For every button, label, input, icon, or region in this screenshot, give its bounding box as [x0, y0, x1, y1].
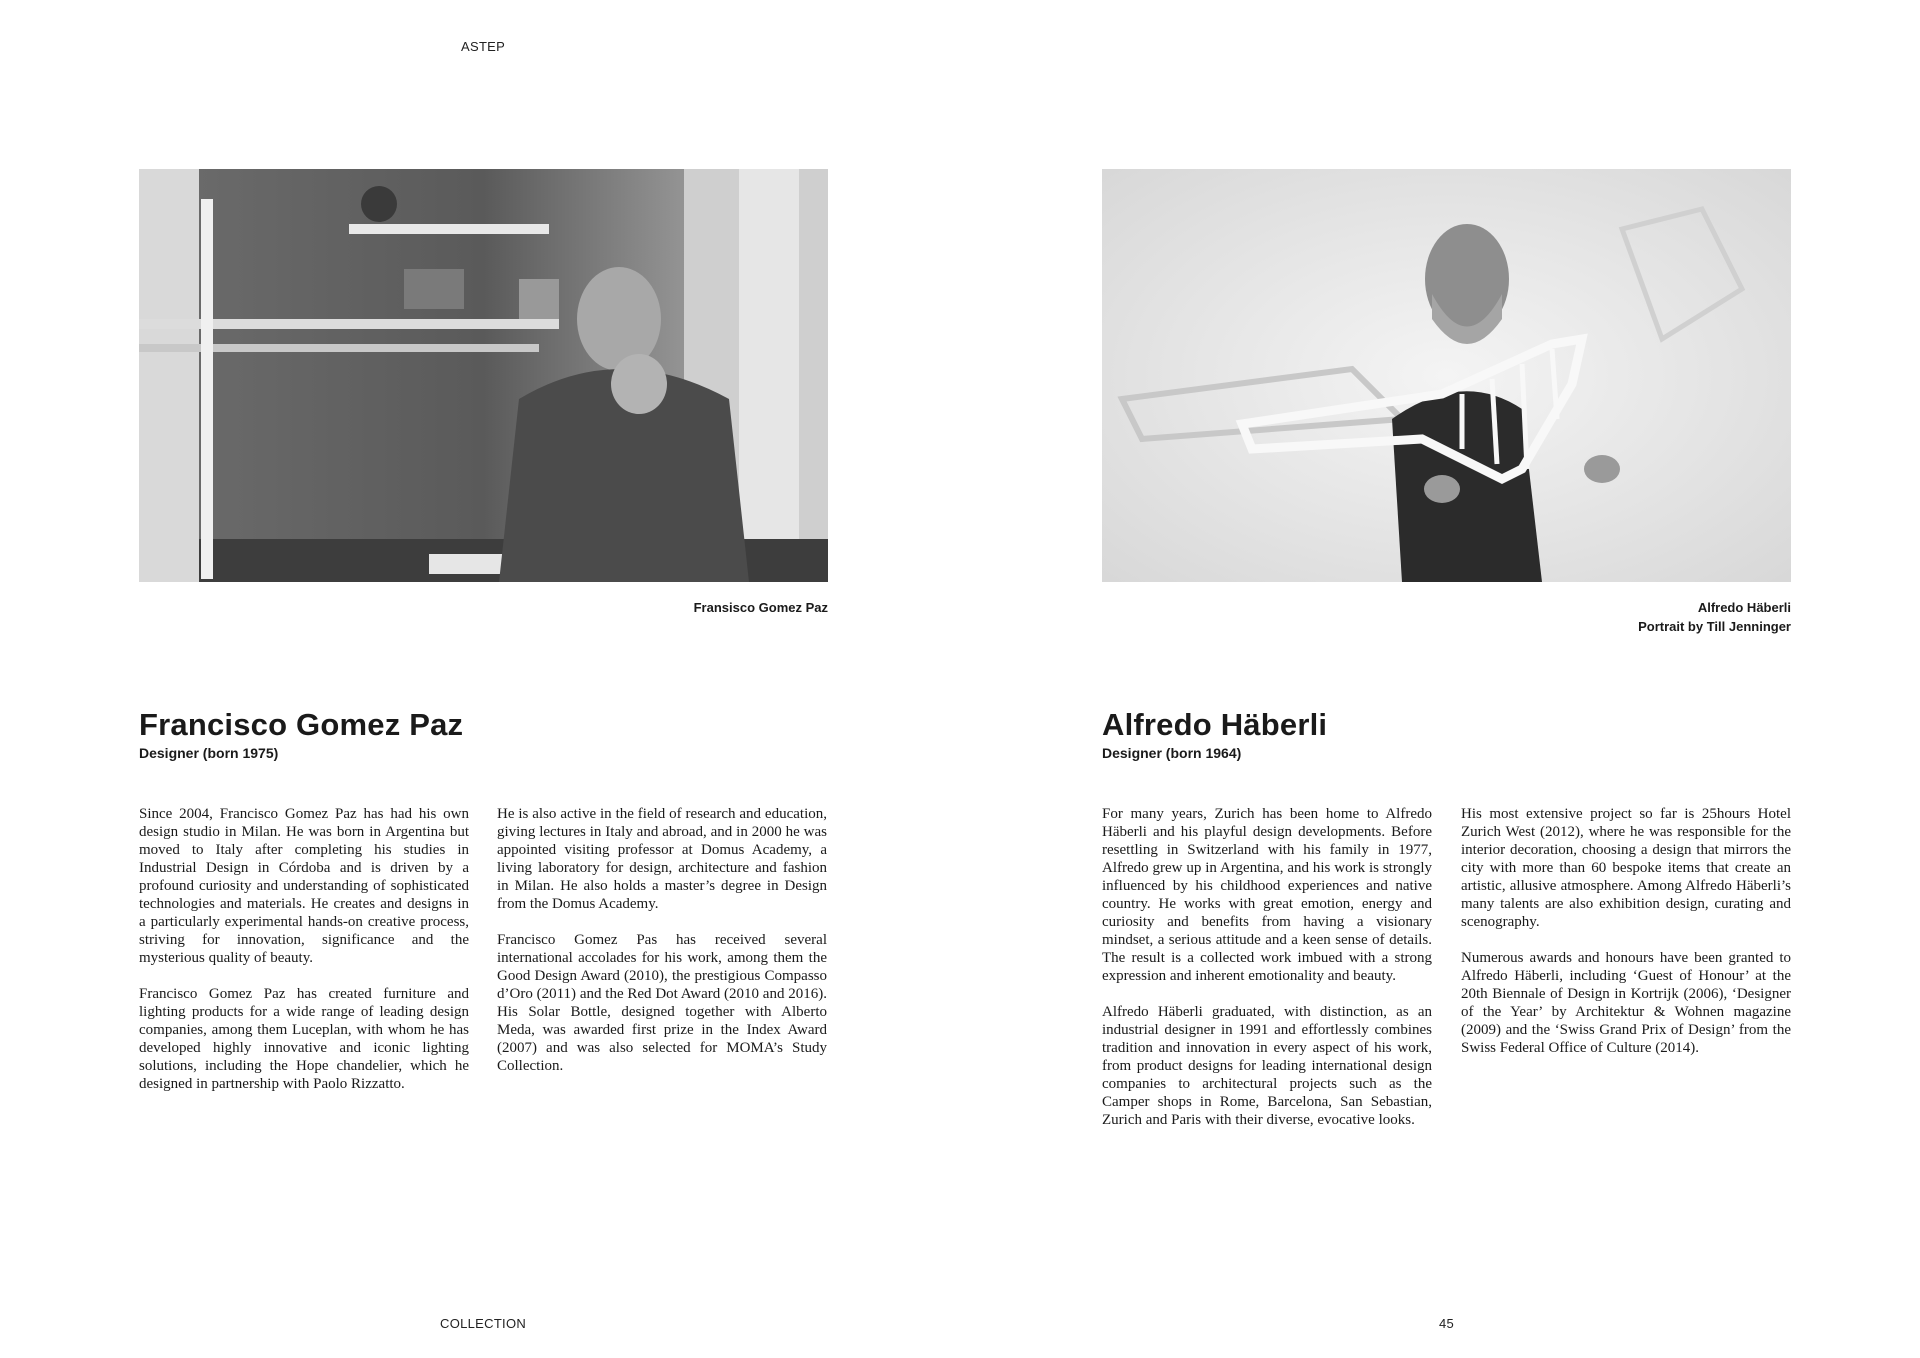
running-header: ASTEP	[461, 39, 506, 54]
paragraph: Since 2004, Francisco Gomez Paz has had his own design studio in Milan. He was born in Argentina but moved to Italy after completing his studies in Industrial Design in Córdoba and is driven by a profound curiosity and understanding of sophisticated technologies and materials. He creates and designs in a particularly experimental hands-on creative process, striving for innovation, significance and the mysterious quality of beauty.	[139, 806, 469, 966]
designer-name-right: Alfredo Häberli	[1102, 707, 1328, 742]
designer-photo-left	[139, 169, 828, 582]
designer-role-right: Designer (born 1964)	[1102, 745, 1242, 761]
paragraph: Francisco Gomez Paz has created furniture and lighting products for a wide range of leading design companies, among them Luceplan, with whom he has developed highly innovative and iconic lighting solutions, including the Hope chandelier, which he designed in partnership with Paolo Rizzatto.	[139, 986, 469, 1092]
caption-name: Alfredo Häberli	[1697, 600, 1791, 615]
paragraph: For many years, Zurich has been home to Alfredo Häberli and his playful design developments. Before resettling in Switzerland with his family in 1977, Alfredo grew up in Argentina, and his work is strongly influenced by his childhood experiences and native country. He works with great emotion, energy and curiosity and benefits from having a visionary mindset, a serious attitude and a keen sense of details. The result is a collected work imbued with a strong expression and inherent emotionality and beauty.	[1102, 806, 1432, 984]
bio-column-right-2	[1461, 805, 1791, 1075]
paragraph: Francisco Gomez Pas has received several international accolades for his work, among them the Good Design Award (2010), the prestigious Compasso d’Oro (2011) and the Red Dot Award (2010 and 2016). His Solar Bottle, designed together with Alberto Meda, was awarded first prize in the Index Award (2007) and was also selected for MOMA’s Study Collection.	[497, 932, 827, 1074]
paragraph: His most extensive project so far is 25hours Hotel Zurich West (2012), where he was responsible for the interior decoration, choosing a design that mirrors the city with more than 60 bespoke items that create an artistic, allusive atmosphere. Among Alfredo Häberli’s many talents are also exhibition design, curating and scenography.	[1461, 806, 1791, 930]
caption-credit: Portrait by Till Jenninger	[1638, 619, 1791, 634]
paragraph: He is also active in the field of research and education, giving lectures in Italy and abroad, and in 2000 he was appointed visiting professor at Domus Academy, a living laboratory for design, architecture and fashion in Milan. He also holds a master’s degree in Design from the Domus Academy.	[497, 806, 827, 912]
paragraph: Alfredo Häberli graduated, with distinction, as an industrial designer in 1991 and effortlessly combines tradition and innovation in every aspect of his work, from product designs for leading international design companies to architectural projects such as the Camper shops in Rome, Barcelona, San Sebastian, Zurich and Paris with their diverse, evocative looks.	[1102, 1004, 1432, 1128]
designer-role-left: Designer (born 1975)	[139, 745, 279, 761]
portrait-photo-icon	[1102, 169, 1791, 582]
section-footer: COLLECTION	[440, 1316, 527, 1331]
photo-caption-right	[1102, 598, 1791, 636]
page-number: 45	[1439, 1316, 1455, 1331]
bio-column-left-1	[139, 805, 469, 1111]
paragraph: Numerous awards and honours have been granted to Alfredo Häberli, including ‘Guest of Honour’ at the 20th Biennale of Design in Kortrijk (2006), ‘Designer of the Year’ by Architektur & Wohnen magazine (2009) and the ‘Swiss Grand Prix of Design’ from the Swiss Federal Office of Culture (2014).	[1461, 950, 1791, 1056]
portrait-photo-icon	[139, 169, 828, 582]
bio-column-left-2	[497, 805, 827, 1093]
designer-name-left: Francisco Gomez Paz	[139, 707, 464, 742]
caption-name: Fransisco Gomez Paz	[693, 600, 828, 615]
photo-caption-left	[139, 598, 828, 617]
designer-photo-right	[1102, 169, 1791, 582]
bio-column-right-1	[1102, 805, 1432, 1147]
